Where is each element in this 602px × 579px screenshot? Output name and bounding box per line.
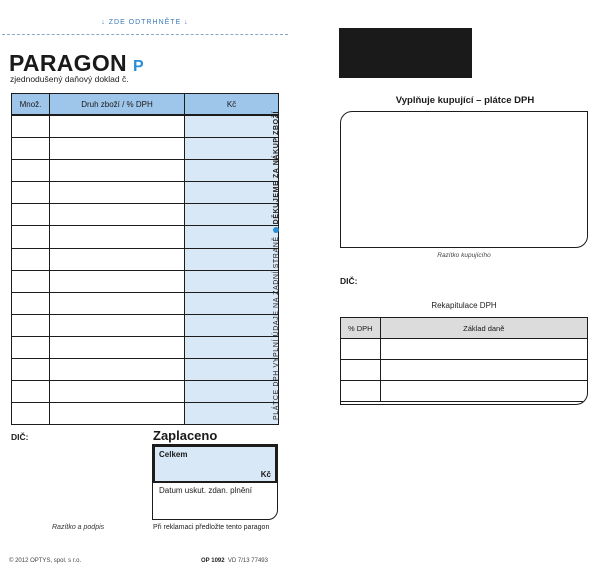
total-field[interactable] bbox=[153, 445, 277, 483]
amount-cell[interactable] bbox=[185, 314, 279, 336]
form-code-id: OP 1092 bbox=[201, 558, 225, 564]
goods-cell[interactable] bbox=[50, 204, 185, 226]
stamp-signature-label: Razítko a podpis bbox=[52, 524, 105, 531]
paid-title: Zaplaceno bbox=[153, 428, 218, 443]
quantity-cell[interactable] bbox=[12, 336, 50, 358]
quantity-cell[interactable] bbox=[12, 292, 50, 314]
goods-cell[interactable] bbox=[50, 292, 185, 314]
table-row bbox=[12, 115, 279, 138]
receipt-items-table bbox=[11, 93, 279, 425]
table-header-row bbox=[12, 94, 279, 116]
total-label: Celkem bbox=[159, 450, 188, 459]
goods-cell[interactable] bbox=[50, 359, 185, 381]
table-row bbox=[12, 403, 279, 425]
goods-cell[interactable] bbox=[50, 115, 185, 138]
vat-recap-table bbox=[341, 318, 587, 402]
recap-header-tax-base: Základ daně bbox=[380, 318, 587, 339]
quantity-cell[interactable] bbox=[12, 160, 50, 182]
form-subtitle: zjednodušený daňový doklad č. bbox=[10, 74, 129, 84]
amount-cell[interactable] bbox=[185, 182, 279, 204]
amount-cell[interactable] bbox=[185, 226, 279, 248]
amount-cell[interactable] bbox=[185, 204, 279, 226]
claim-note: Při reklamaci předložte tento paragon bbox=[153, 524, 270, 531]
recap-header-row bbox=[341, 318, 587, 339]
tax-base-cell[interactable] bbox=[380, 381, 587, 402]
quantity-cell[interactable] bbox=[12, 248, 50, 270]
amount-cell[interactable] bbox=[185, 270, 279, 292]
side-note-thanks: DĚKUJEME ZA NÁKUP ZBOŽÍ bbox=[273, 110, 280, 225]
goods-cell[interactable] bbox=[50, 248, 185, 270]
quantity-cell[interactable] bbox=[12, 270, 50, 292]
goods-cell[interactable] bbox=[50, 138, 185, 160]
side-note-vat: PLÁTCE DPH VYPLNÍ ÚDAJE NA ZADNÍ STRANĚ bbox=[273, 236, 280, 420]
total-currency: Kč bbox=[260, 470, 271, 479]
quantity-cell[interactable] bbox=[12, 226, 50, 248]
copyright-note: © 2012 OPTYS, spol. s r.o. bbox=[9, 558, 82, 564]
amount-cell[interactable] bbox=[185, 292, 279, 314]
vat-recap-title: Rekapitulace DPH bbox=[431, 301, 497, 310]
vat-rate-cell[interactable] bbox=[341, 360, 380, 381]
table-row bbox=[12, 336, 279, 358]
column-header-quantity: Množ. bbox=[12, 94, 50, 116]
vertical-side-note bbox=[273, 90, 285, 420]
tax-base-cell[interactable] bbox=[380, 339, 587, 360]
quantity-cell[interactable] bbox=[12, 359, 50, 381]
vat-rate-cell[interactable] bbox=[341, 381, 380, 402]
table-row bbox=[12, 381, 279, 403]
form-title-letter: P bbox=[133, 58, 144, 75]
recap-row bbox=[341, 360, 587, 381]
buyer-stamp-box[interactable] bbox=[340, 111, 588, 248]
table-row bbox=[12, 226, 279, 248]
goods-cell[interactable] bbox=[50, 336, 185, 358]
taxable-date-label: Datum uskut. zdan. plnění bbox=[159, 486, 252, 495]
goods-cell[interactable] bbox=[50, 314, 185, 336]
tear-label: ↓ ZDE ODTRHNĚTE ↓ bbox=[101, 19, 189, 26]
goods-cell[interactable] bbox=[50, 403, 185, 425]
quantity-cell[interactable] bbox=[12, 204, 50, 226]
quantity-cell[interactable] bbox=[12, 182, 50, 204]
goods-cell[interactable] bbox=[50, 226, 185, 248]
table-row bbox=[12, 292, 279, 314]
table-row bbox=[12, 182, 279, 204]
recap-header-vat-rate: % DPH bbox=[341, 318, 380, 339]
amount-cell[interactable] bbox=[185, 138, 279, 160]
seller-dic-label: DIČ: bbox=[11, 432, 29, 442]
recap-row bbox=[341, 339, 587, 360]
tax-base-cell[interactable] bbox=[380, 360, 587, 381]
table-row bbox=[12, 204, 279, 226]
form-title: PARAGON bbox=[9, 50, 127, 76]
amount-cell[interactable] bbox=[185, 115, 279, 138]
column-header-goods: Druh zboží / % DPH bbox=[50, 94, 185, 116]
column-header-amount: Kč bbox=[185, 94, 279, 116]
quantity-cell[interactable] bbox=[12, 403, 50, 425]
payment-box bbox=[152, 444, 278, 520]
receipt-items-body bbox=[12, 115, 279, 425]
goods-cell[interactable] bbox=[50, 182, 185, 204]
amount-cell[interactable] bbox=[185, 403, 279, 425]
form-code-version: VD 7/13 77493 bbox=[227, 558, 268, 564]
vat-recap-table-frame bbox=[340, 317, 588, 405]
amount-cell[interactable] bbox=[185, 160, 279, 182]
amount-cell[interactable] bbox=[185, 381, 279, 403]
goods-cell[interactable] bbox=[50, 160, 185, 182]
form-code bbox=[201, 558, 268, 564]
bullet-dot-icon bbox=[273, 227, 279, 233]
table-row bbox=[12, 248, 279, 270]
amount-cell[interactable] bbox=[185, 359, 279, 381]
table-row bbox=[12, 314, 279, 336]
quantity-cell[interactable] bbox=[12, 381, 50, 403]
recap-row bbox=[341, 381, 587, 402]
redacted-block bbox=[339, 28, 472, 78]
vat-recap-body bbox=[341, 339, 587, 402]
buyer-heading: Vyplňuje kupující – plátce DPH bbox=[395, 95, 535, 106]
table-row bbox=[12, 270, 279, 292]
amount-cell[interactable] bbox=[185, 248, 279, 270]
goods-cell[interactable] bbox=[50, 270, 185, 292]
table-row bbox=[12, 359, 279, 381]
table-row bbox=[12, 138, 279, 160]
buyer-dic-label: DIČ: bbox=[340, 276, 358, 286]
quantity-cell[interactable] bbox=[12, 314, 50, 336]
buyer-stamp-label: Razítko kupujícího bbox=[437, 252, 491, 259]
tear-line bbox=[2, 34, 288, 35]
quantity-cell[interactable] bbox=[12, 138, 50, 160]
table-row bbox=[12, 160, 279, 182]
amount-cell[interactable] bbox=[185, 336, 279, 358]
goods-cell[interactable] bbox=[50, 381, 185, 403]
quantity-cell[interactable] bbox=[12, 115, 50, 138]
vat-rate-cell[interactable] bbox=[341, 339, 380, 360]
